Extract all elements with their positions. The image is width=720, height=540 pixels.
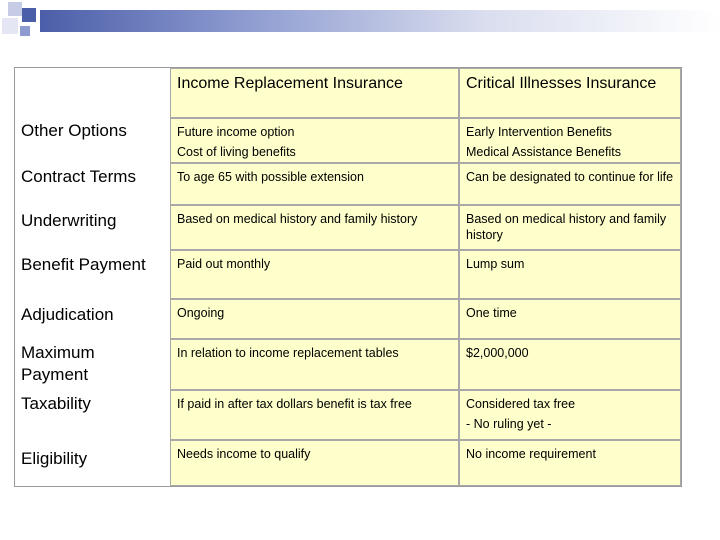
- row-label: Contract Terms: [21, 167, 136, 186]
- table-cell: One time: [459, 299, 681, 339]
- row-label: Taxability: [21, 394, 91, 413]
- table-cell: [459, 390, 681, 440]
- table-cell: Based on medical history and family history: [170, 205, 459, 250]
- row-label: Other Options: [21, 121, 127, 140]
- cell-line: Early Intervention Benefits: [466, 125, 612, 139]
- row-label: Underwriting: [21, 211, 117, 230]
- column-header-income: [170, 68, 459, 118]
- table-cell: Based on medical history and family history: [459, 205, 681, 250]
- cell-line: Medical Assistance Benefits: [466, 145, 621, 159]
- table-cell: No income requirement: [459, 440, 681, 486]
- row-label: Maximum Payment: [21, 343, 95, 384]
- column-header-text: Income Replacement Insurance: [177, 75, 403, 92]
- row-label: Adjudication: [21, 305, 114, 324]
- comparison-table: [14, 67, 682, 487]
- cell-line: Cost of living benefits: [177, 145, 296, 159]
- header-gradient-bar: [40, 10, 720, 32]
- table-cell: Can be designated to continue for life: [459, 163, 681, 205]
- cell-line: Considered tax free: [466, 397, 576, 411]
- table-cell: Paid out monthly: [170, 250, 459, 299]
- table-cell: Lump sum: [459, 250, 681, 299]
- cell-line: - No ruling yet -: [466, 417, 552, 431]
- header-square-decoration: [8, 2, 22, 16]
- table-cell: Needs income to qualify: [170, 440, 459, 486]
- table-cell: $2,000,000: [459, 339, 681, 390]
- table-cell: If paid in after tax dollars benefit is tax free: [170, 390, 459, 440]
- table-cell: [459, 118, 681, 163]
- table-cell: In relation to income replacement tables: [170, 339, 459, 390]
- header-square-decoration: [22, 8, 36, 22]
- column-header-text: Critical Illnesses Insurance: [466, 75, 657, 92]
- header-square-decoration: [2, 18, 18, 34]
- table-cell: [170, 118, 459, 163]
- cell-line: Future income option: [177, 125, 295, 139]
- table-cell: Ongoing: [170, 299, 459, 339]
- column-header-critical: [459, 68, 681, 118]
- table-cell: To age 65 with possible extension: [170, 163, 459, 205]
- row-label: Eligibility: [21, 449, 88, 468]
- header-square-decoration: [20, 26, 30, 36]
- row-label: Benefit Payment: [21, 255, 146, 274]
